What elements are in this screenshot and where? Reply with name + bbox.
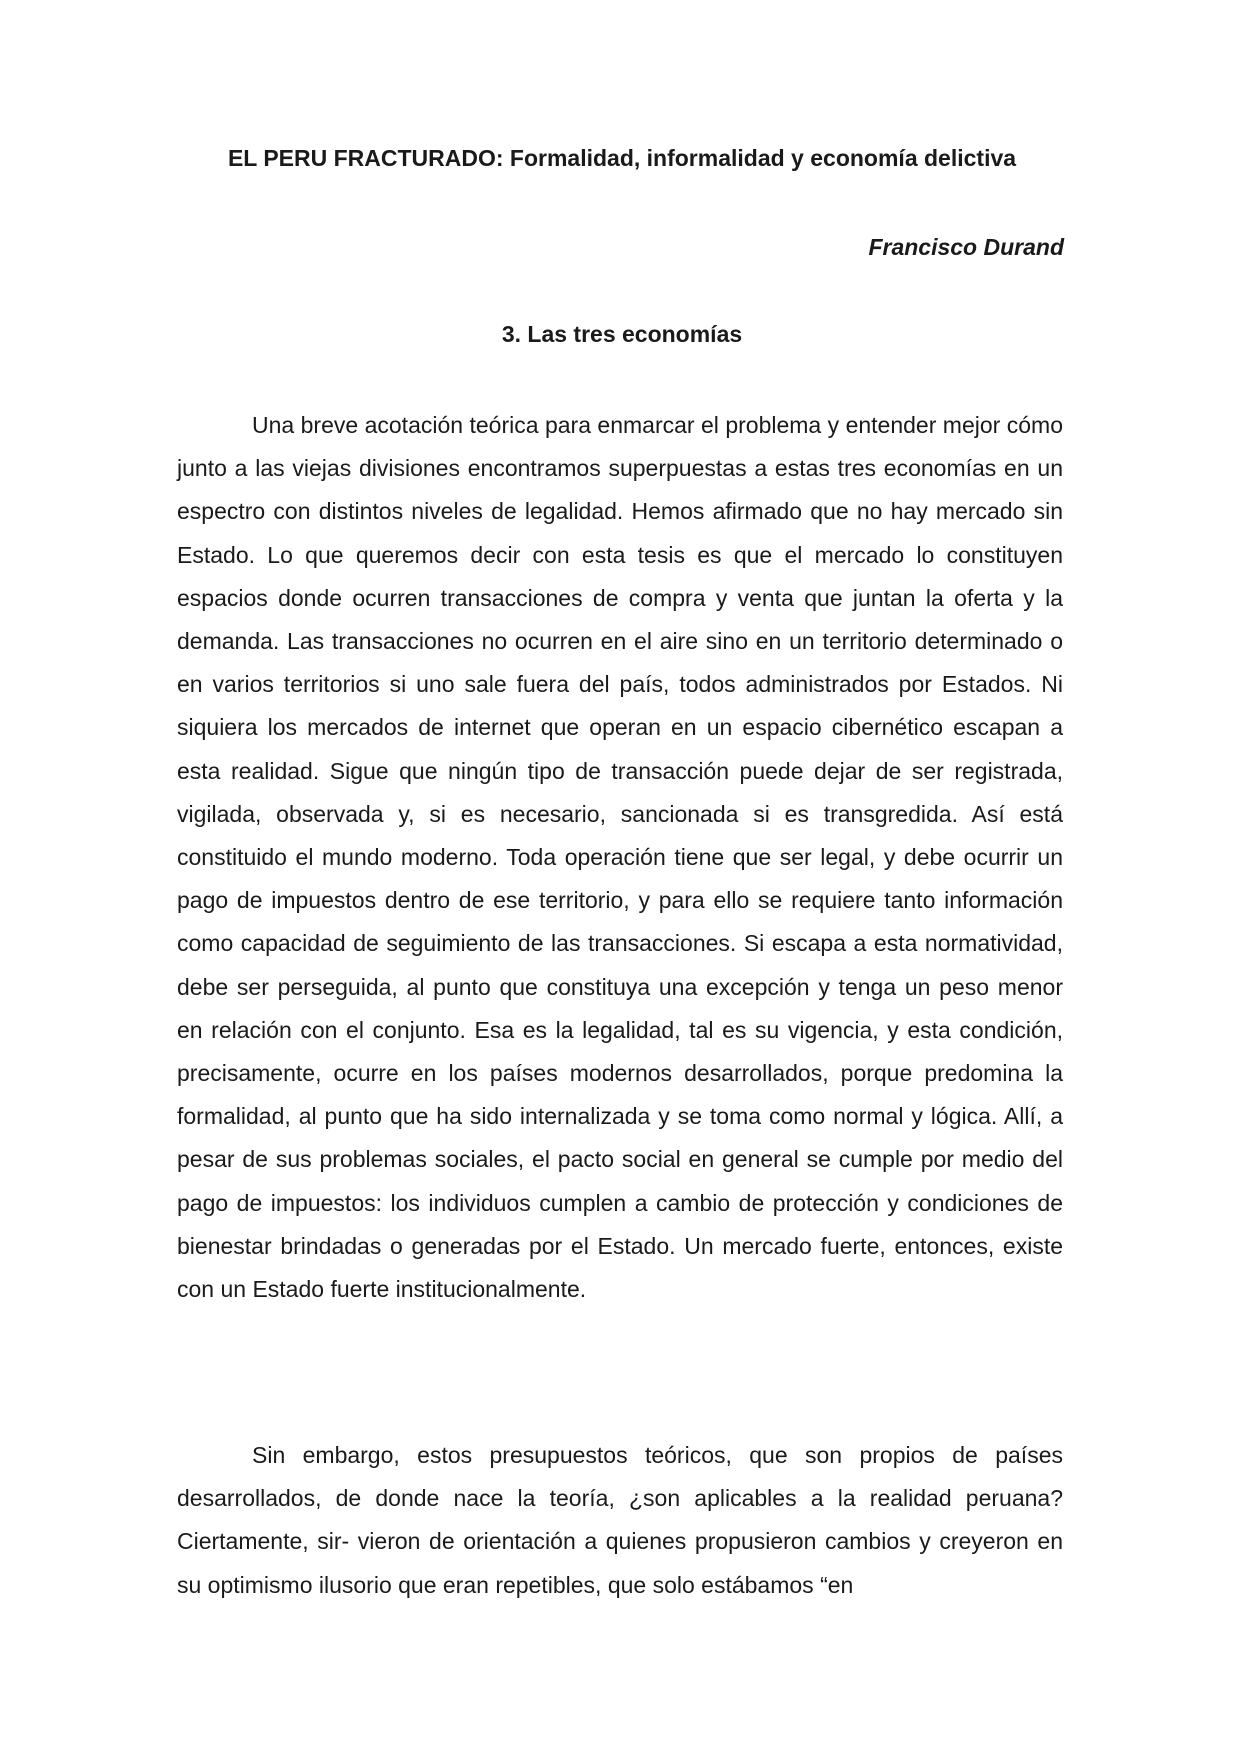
document-title: EL PERU FRACTURADO: Formalidad, informalidad y economía delictiva — [227, 145, 1017, 171]
body-paragraph: Sin embargo, estos presupuestos teóricos, que son propios de países desarrollados, de donde nace la teoría, ¿son aplicables a la realidad peruana? Ciertamente, sir- vieron de orientación a quienes propusieron cambios y creyeron en su optimismo ilusorio que eran repetibles, que solo estábamos “en — [177, 1442, 1063, 1598]
section-heading: 3. Las tres economías — [501, 321, 743, 347]
body-paragraph: Una breve acotación teórica para enmarcar el problema y entender mejor cómo junto a las viejas divisiones encontramos superpuestas a estas tres economías en un espectro con distintos niveles de legalidad. Hemos afirmado que no hay mercado sin Estado. Lo que queremos decir con esta tesis es que el mercado lo constituyen espacios donde ocurren transacciones de compra y venta que juntan la oferta y la demanda. Las transacciones no ocurren en el aire sino en un territorio determinado o en varios territorios si uno sale fuera del país, todos administrados por Estados. Ni siquiera los mercados de internet que operan en un espacio cibernético escapan a esta realidad. Sigue que ningún tipo de transacción puede dejar de ser registrada, vigilada, observada y, si es necesario, sancionada si es transgredida. Así está constituido el mundo moderno. Toda operación tiene que ser legal, y debe ocurrir un pago de impuestos dentro de ese territorio, y para ello se requiere tanto información como capacidad de seguimiento de las transacciones. Si escapa a esta normatividad, debe ser perseguida, al punto que constituya una excepción y tenga un peso menor en relación con el conjunto. Esa es la legalidad, tal es su vigencia, y esta condición, precisamente, ocurre en los países modernos desarrollados, porque predomina la formalidad, al punto que ha sido internalizada y se toma como normal y lógica. Allí, a pesar de sus problemas sociales, el pacto social en general se cumple por medio del pago de impuestos: los individuos cumplen a cambio de protección y condiciones de bienestar brindadas o generadas por el Estado. Un mercado fuerte, entonces, existe con un Estado fuerte institucionalmente. — [177, 412, 1063, 1303]
author-name: Francisco Durand — [868, 234, 1064, 260]
